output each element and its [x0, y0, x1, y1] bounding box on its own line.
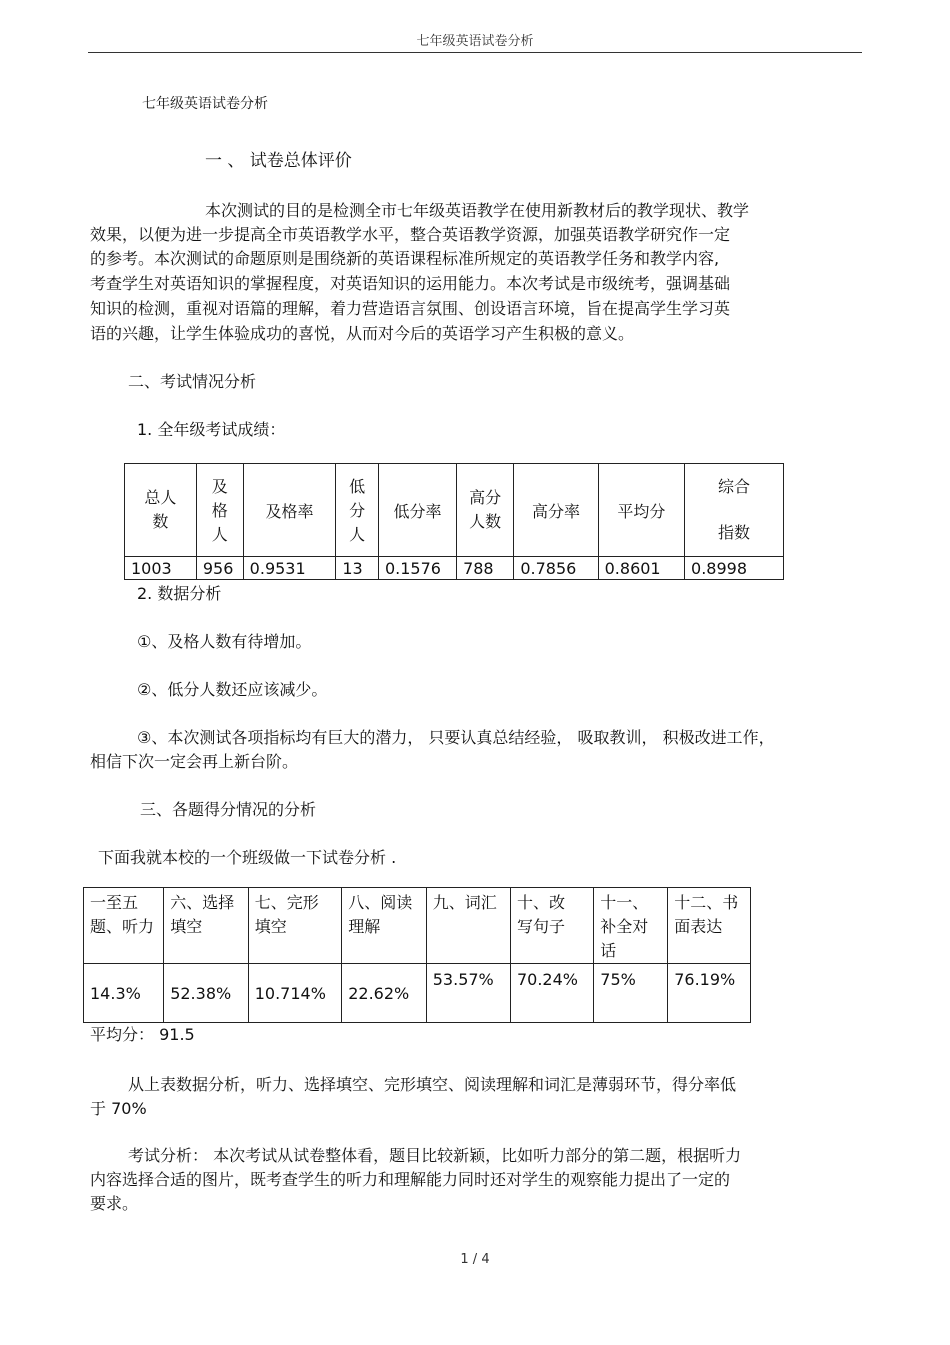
analysis-point-1: ①、及格人数有待增加。 [137, 632, 312, 651]
table-header-row [84, 888, 751, 964]
table-cell: 0.7856 [514, 557, 598, 580]
para-line: 效果，以便为进一步提高全市英语教学水平，整合英语教学资源，加强英语教学研究作一定 [90, 225, 731, 244]
table-header-cell: 一至五题、听力 [84, 888, 164, 964]
table-header-cell: 六、选择填空 [164, 888, 249, 964]
section1-heading: 一 、 试卷总体评价 [205, 151, 352, 171]
para-line: 本次测试的目的是检测全市七年级英语教学在使用新教材后的教学现状、教学 [205, 201, 750, 220]
header-rule [88, 52, 862, 53]
score-table [124, 463, 784, 580]
table-header-cell: 十、改写句子 [510, 888, 593, 964]
table-cell: 1003 [125, 557, 197, 580]
table-header-cell: 平均分 [598, 464, 684, 557]
exam-analysis-line: 内容选择合适的图片，既考查学生的听力和理解能力同时还对学生的观察能力提出了一定的 [90, 1170, 731, 1189]
table-header-cell: 低分人 [336, 464, 379, 557]
table-cell: 10.714% [248, 964, 342, 1023]
table-header-cell: 高分人数 [457, 464, 514, 557]
table-header-cell: 八、阅读理解 [342, 888, 427, 964]
average-score: 平均分： 91.5 [90, 1025, 195, 1044]
table-cell: 14.3% [84, 964, 164, 1023]
section3-heading: 三、各题得分情况的分析 [140, 800, 317, 819]
table-cell: 0.8998 [685, 557, 784, 580]
analysis-point-3-cont: 相信下次一定会再上新台阶。 [90, 752, 299, 771]
table-cell: 0.8601 [598, 557, 684, 580]
section2-heading: 二、考试情况分析 [128, 372, 257, 391]
para-line: 的参考。本次测试的命题原则是围绕新的英语课程标准所规定的英语教学任务和教学内容, [90, 249, 720, 268]
analysis-point-3: ③、本次测试各项指标均有巨大的潜力， 只要认真总结经验， 吸取教训， 积极改进工作， [137, 728, 775, 747]
table-header-cell: 九、词汇 [426, 888, 510, 964]
table-header-cell: 低分率 [378, 464, 456, 557]
page-header: 七年级英语试卷分析 [416, 34, 534, 49]
table-row [125, 557, 784, 580]
table-cell: 76.19% [668, 964, 751, 1023]
table-cell: 75% [594, 964, 668, 1023]
para-line: 考查学生对英语知识的掌握程度，对英语知识的运用能力。本次考试是市级统考，强调基础 [90, 274, 731, 293]
analysis-point-2: ②、低分人数还应该减少。 [137, 680, 328, 699]
table-header-cell: 十二、书面表达 [668, 888, 751, 964]
table-header-cell: 及格率 [243, 464, 336, 557]
analysis-summary-cont: 于 70% [90, 1099, 147, 1118]
para-line: 语的兴趣，让学生体验成功的喜悦，从而对今后的英语学习产生积极的意义。 [90, 324, 635, 343]
table-header-cell: 总人数 [125, 464, 197, 557]
table-cell: 788 [457, 557, 514, 580]
table-row [84, 964, 751, 1023]
doc-title: 七年级英语试卷分析 [142, 96, 268, 112]
table-header-cell: 综合指数 [685, 464, 784, 557]
subheading-scores: 1. 全年级考试成绩： [137, 420, 286, 439]
page-number: 1 / 4 [460, 1252, 490, 1267]
item-score-table [83, 887, 751, 1023]
table-header-cell: 高分率 [514, 464, 598, 557]
table-cell: 13 [336, 557, 379, 580]
analysis-summary: 从上表数据分析，听力、选择填空、完形填空、阅读理解和词汇是薄弱环节，得分率低 [128, 1075, 737, 1094]
table-header-cell: 十一、补全对话 [594, 888, 668, 964]
table-cell: 0.1576 [378, 557, 456, 580]
para-line: 知识的检测，重视对语篇的理解，着力营造语言氛围、创设语言环境，旨在提高学生学习英 [90, 299, 731, 318]
table-cell: 0.9531 [243, 557, 336, 580]
table-cell: 53.57% [426, 964, 510, 1023]
table-cell: 956 [196, 557, 243, 580]
table-header-cell: 及格人 [196, 464, 243, 557]
table-header-cell: 七、完形填空 [248, 888, 342, 964]
exam-analysis-line: 要求。 [90, 1194, 139, 1213]
table-cell: 52.38% [164, 964, 249, 1023]
table-header-row [125, 464, 784, 557]
table-cell: 22.62% [342, 964, 427, 1023]
class-intro: 下面我就本校的一个班级做一下试卷分析 . [98, 848, 397, 867]
table-cell: 70.24% [510, 964, 593, 1023]
exam-analysis: 考试分析： 本次考试从试卷整体看，题目比较新颖，比如听力部分的第二题，根据听力 [128, 1146, 742, 1165]
subheading-analysis: 2. 数据分析 [137, 584, 222, 603]
